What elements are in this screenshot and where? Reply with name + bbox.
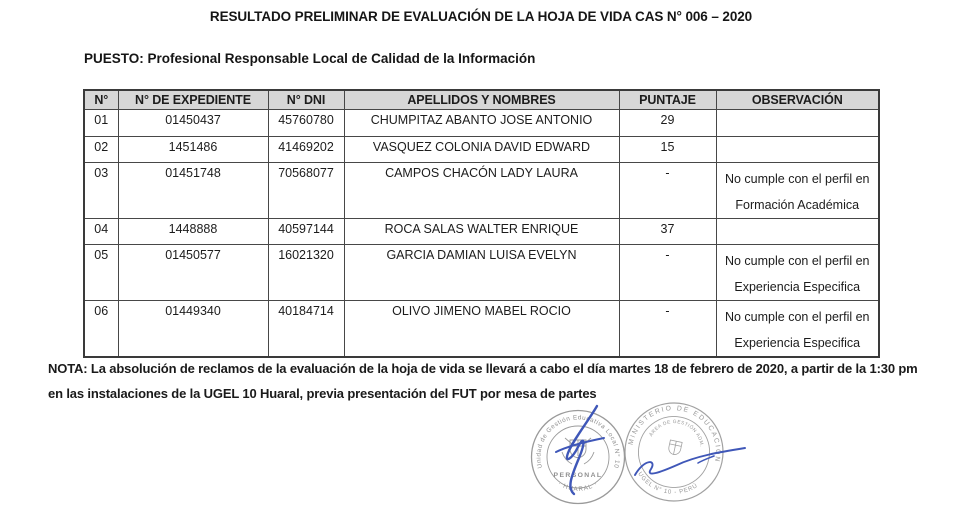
cell-dni: 70568077 xyxy=(268,163,344,219)
nota-line1: NOTA: La absolución de reclamos de la evaluación de la hoja de vida se llevará a cabo el día martes 18 de febrero de 2020, a partir de la 1:30 pm xyxy=(48,361,918,376)
cell-expediente: 01449340 xyxy=(118,301,268,358)
table-row xyxy=(84,137,879,163)
table-row xyxy=(84,110,879,137)
table-row xyxy=(84,245,879,301)
observacion-line1: No cumple con el perfil en xyxy=(724,310,870,324)
cell-observacion xyxy=(716,301,879,358)
cell-dni: 41469202 xyxy=(268,137,344,163)
cell-expediente: 1448888 xyxy=(118,219,268,245)
cell-puntaje: 29 xyxy=(619,110,716,137)
cell-puntaje: - xyxy=(619,245,716,301)
header-expediente: N° DE EXPEDIENTE xyxy=(118,90,268,110)
cell-nombres: CHUMPITAZ ABANTO JOSE ANTONIO xyxy=(344,110,619,137)
observacion-line2: Experiencia Especifica xyxy=(734,336,861,350)
cell-dni: 45760780 xyxy=(268,110,344,137)
cell-observacion xyxy=(716,245,879,301)
results-table xyxy=(83,89,880,358)
cell-num: 02 xyxy=(84,137,118,163)
cell-expediente: 01450437 xyxy=(118,110,268,137)
cell-expediente: 01451748 xyxy=(118,163,268,219)
table-row xyxy=(84,163,879,219)
cell-expediente: 01450577 xyxy=(118,245,268,301)
observacion-line1: No cumple con el perfil en xyxy=(724,254,870,268)
stamp-bottom-text: · HUARAL · xyxy=(556,480,600,494)
header-num: N° xyxy=(84,90,118,110)
cell-observacion xyxy=(716,137,879,163)
stamp-ugel-personal xyxy=(532,411,625,504)
header-nombres: APELLIDOS Y NOMBRES xyxy=(344,90,619,110)
document-title: RESULTADO PRELIMINAR DE EVALUACIÓN DE LA HOJA DE VIDA CAS N° 006 – 2020 xyxy=(209,9,753,24)
cell-observacion xyxy=(716,110,879,137)
stamp-inner-arc-text: ÁREA DE GESTIÓN ADM. xyxy=(649,420,704,448)
header-dni: N° DNI xyxy=(268,90,344,110)
cell-observacion xyxy=(716,219,879,245)
observacion-line2: Formación Académica xyxy=(735,198,860,212)
cell-dni: 40597144 xyxy=(268,219,344,245)
cell-puntaje: - xyxy=(619,301,716,358)
observacion-line1: No cumple con el perfil en xyxy=(724,172,870,186)
cell-dni: 16021320 xyxy=(268,245,344,301)
nota-paragraph xyxy=(48,356,943,406)
header-puntaje: PUNTAJE xyxy=(619,90,716,110)
observacion-line2: Experiencia Especifica xyxy=(734,280,861,294)
puesto-value: Profesional Responsable Local de Calidad de la Información xyxy=(147,51,536,66)
stamp-ring-text: Unidad de Gestión Educativa Local N° 10 xyxy=(535,414,621,470)
header-observacion: OBSERVACIÓN xyxy=(716,90,879,110)
cell-num: 04 xyxy=(84,219,118,245)
cell-nombres: VASQUEZ COLONIA DAVID EDWARD xyxy=(344,137,619,163)
cell-nombres: ROCA SALAS WALTER ENRIQUE xyxy=(344,219,619,245)
stamp-center-text: PERSONAL xyxy=(553,472,603,479)
cell-num: 05 xyxy=(84,245,118,301)
cell-nombres: OLIVO JIMENO MABEL ROCIO xyxy=(344,301,619,358)
coat-of-arms-icon xyxy=(668,440,683,456)
stamp-ring-text: MINISTERIO DE EDUCACIÓN xyxy=(627,405,722,464)
cell-puntaje: 15 xyxy=(619,137,716,163)
cell-dni: 40184714 xyxy=(268,301,344,358)
cell-nombres: CAMPOS CHACÓN LADY LAURA xyxy=(344,163,619,219)
nota-line2: en las instalaciones de la UGEL 10 Huaral, previa presentación del FUT por mesa de partes xyxy=(48,386,597,401)
table-header-row xyxy=(84,90,879,110)
cell-observacion xyxy=(716,163,879,219)
puesto-line xyxy=(84,51,535,66)
stamps-and-signatures xyxy=(500,398,750,523)
cell-puntaje: 37 xyxy=(619,219,716,245)
signature-right xyxy=(635,448,745,475)
cell-nombres: GARCIA DAMIAN LUISA EVELYN xyxy=(344,245,619,301)
table-row xyxy=(84,301,879,358)
cell-num: 06 xyxy=(84,301,118,358)
cell-expediente: 1451486 xyxy=(118,137,268,163)
cell-puntaje: - xyxy=(619,163,716,219)
stamp-bottom-text: UGEL N° 10 - PERÚ xyxy=(636,471,700,496)
cell-num: 01 xyxy=(84,110,118,137)
cell-num: 03 xyxy=(84,163,118,219)
puesto-label: PUESTO: xyxy=(84,51,144,66)
table-row xyxy=(84,219,879,245)
